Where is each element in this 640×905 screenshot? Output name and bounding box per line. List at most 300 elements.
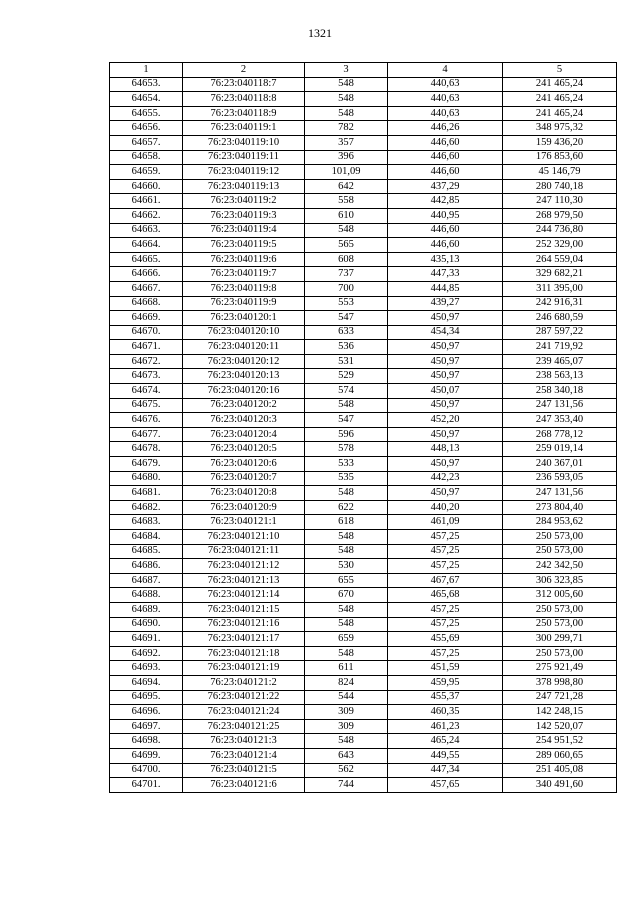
area-cell: 548: [305, 223, 388, 238]
value-cell: 378 998,80: [503, 675, 617, 690]
table-row: [110, 748, 617, 763]
row-number-cell: 64697.: [110, 719, 183, 734]
area-cell: 309: [305, 705, 388, 720]
row-number-cell: 64693.: [110, 661, 183, 676]
cadastral-number-cell: 76:23:040120:5: [183, 442, 305, 457]
value-cell: 306 323,85: [503, 573, 617, 588]
row-number-cell: 64662.: [110, 208, 183, 223]
value-cell: 238 563,13: [503, 369, 617, 384]
row-number-cell: 64678.: [110, 442, 183, 457]
table-row: [110, 179, 617, 194]
row-number-cell: 64685.: [110, 544, 183, 559]
cadastral-number-cell: 76:23:040120:4: [183, 427, 305, 442]
rate-cell: 452,20: [388, 413, 503, 428]
data-table: [109, 62, 617, 793]
table-row: [110, 281, 617, 296]
cadastral-number-cell: 76:23:040121:14: [183, 588, 305, 603]
table-row: [110, 106, 617, 121]
row-number-cell: 64672.: [110, 354, 183, 369]
area-cell: 633: [305, 325, 388, 340]
row-number-cell: 64659.: [110, 165, 183, 180]
value-cell: 348 975,32: [503, 121, 617, 136]
rate-cell: 450,97: [388, 457, 503, 472]
cadastral-number-cell: 76:23:040119:8: [183, 281, 305, 296]
rate-cell: 461,23: [388, 719, 503, 734]
cadastral-number-cell: 76:23:040119:5: [183, 238, 305, 253]
area-cell: 643: [305, 748, 388, 763]
area-cell: 548: [305, 646, 388, 661]
table-row: [110, 369, 617, 384]
cadastral-number-cell: 76:23:040121:4: [183, 748, 305, 763]
area-cell: 548: [305, 617, 388, 632]
row-number-cell: 64695.: [110, 690, 183, 705]
rate-cell: 459,95: [388, 675, 503, 690]
cadastral-number-cell: 76:23:040120:10: [183, 325, 305, 340]
value-cell: 252 329,00: [503, 238, 617, 253]
row-number-cell: 64686.: [110, 559, 183, 574]
area-cell: 553: [305, 296, 388, 311]
value-cell: 241 719,92: [503, 340, 617, 355]
rate-cell: 457,25: [388, 602, 503, 617]
area-cell: 596: [305, 427, 388, 442]
area-cell: 565: [305, 238, 388, 253]
table-row: [110, 311, 617, 326]
table-row: [110, 661, 617, 676]
table-row: [110, 515, 617, 530]
column-header-3: 3: [305, 63, 388, 78]
rate-cell: 448,13: [388, 442, 503, 457]
area-cell: 530: [305, 559, 388, 574]
area-cell: 531: [305, 354, 388, 369]
value-cell: 250 573,00: [503, 544, 617, 559]
row-number-cell: 64657.: [110, 135, 183, 150]
area-cell: 357: [305, 135, 388, 150]
rate-cell: 446,60: [388, 150, 503, 165]
rate-cell: 440,20: [388, 500, 503, 515]
row-number-cell: 64682.: [110, 500, 183, 515]
value-cell: 239 465,07: [503, 354, 617, 369]
cadastral-number-cell: 76:23:040121:10: [183, 530, 305, 545]
table-row: [110, 544, 617, 559]
table-header: [110, 63, 617, 78]
area-cell: 610: [305, 208, 388, 223]
row-number-cell: 64661.: [110, 194, 183, 209]
table-row: [110, 442, 617, 457]
row-number-cell: 64687.: [110, 573, 183, 588]
cadastral-number-cell: 76:23:040120:3: [183, 413, 305, 428]
row-number-cell: 64653.: [110, 77, 183, 92]
cadastral-number-cell: 76:23:040120:12: [183, 354, 305, 369]
cadastral-number-cell: 76:23:040120:13: [183, 369, 305, 384]
area-cell: 547: [305, 311, 388, 326]
row-number-cell: 64698.: [110, 734, 183, 749]
cadastral-number-cell: 76:23:040119:9: [183, 296, 305, 311]
cadastral-number-cell: 76:23:040118:7: [183, 77, 305, 92]
area-cell: 548: [305, 602, 388, 617]
table-row: [110, 354, 617, 369]
cadastral-number-cell: 76:23:040121:13: [183, 573, 305, 588]
value-cell: 329 682,21: [503, 267, 617, 282]
area-cell: 824: [305, 675, 388, 690]
row-number-cell: 64674.: [110, 384, 183, 399]
value-cell: 247 721,28: [503, 690, 617, 705]
cadastral-number-cell: 76:23:040121:15: [183, 602, 305, 617]
area-cell: 562: [305, 763, 388, 778]
table-row: [110, 632, 617, 647]
value-cell: 241 465,24: [503, 92, 617, 107]
table-row: [110, 150, 617, 165]
value-cell: 258 340,18: [503, 384, 617, 399]
value-cell: 268 778,12: [503, 427, 617, 442]
rate-cell: 446,60: [388, 135, 503, 150]
table-row: [110, 602, 617, 617]
value-cell: 259 019,14: [503, 442, 617, 457]
table-row: [110, 413, 617, 428]
row-number-cell: 64679.: [110, 457, 183, 472]
value-cell: 159 436,20: [503, 135, 617, 150]
value-cell: 300 299,71: [503, 632, 617, 647]
rate-cell: 457,25: [388, 646, 503, 661]
rate-cell: 446,60: [388, 165, 503, 180]
table-row: [110, 252, 617, 267]
area-cell: 558: [305, 194, 388, 209]
rate-cell: 444,85: [388, 281, 503, 296]
rate-cell: 446,60: [388, 238, 503, 253]
table-row: [110, 267, 617, 282]
value-cell: 242 342,50: [503, 559, 617, 574]
area-cell: 548: [305, 77, 388, 92]
table-row: [110, 559, 617, 574]
value-cell: 250 573,00: [503, 646, 617, 661]
row-number-cell: 64700.: [110, 763, 183, 778]
row-number-cell: 64668.: [110, 296, 183, 311]
area-cell: 309: [305, 719, 388, 734]
table-row: [110, 457, 617, 472]
rate-cell: 450,97: [388, 354, 503, 369]
rate-cell: 435,13: [388, 252, 503, 267]
cadastral-number-cell: 76:23:040121:1: [183, 515, 305, 530]
row-number-cell: 64701.: [110, 778, 183, 793]
row-number-cell: 64655.: [110, 106, 183, 121]
rate-cell: 442,85: [388, 194, 503, 209]
table-row: [110, 427, 617, 442]
row-number-cell: 64691.: [110, 632, 183, 647]
area-cell: 670: [305, 588, 388, 603]
area-cell: 700: [305, 281, 388, 296]
rate-cell: 450,07: [388, 384, 503, 399]
value-cell: 244 736,80: [503, 223, 617, 238]
row-number-cell: 64683.: [110, 515, 183, 530]
table-row: [110, 734, 617, 749]
value-cell: 250 573,00: [503, 602, 617, 617]
table-row: [110, 675, 617, 690]
row-number-cell: 64663.: [110, 223, 183, 238]
cadastral-number-cell: 76:23:040119:12: [183, 165, 305, 180]
table-row: [110, 530, 617, 545]
rate-cell: 457,25: [388, 544, 503, 559]
value-cell: 264 559,04: [503, 252, 617, 267]
value-cell: 287 597,22: [503, 325, 617, 340]
cadastral-number-cell: 76:23:040119:2: [183, 194, 305, 209]
value-cell: 251 405,08: [503, 763, 617, 778]
table-body: [110, 77, 617, 792]
rate-cell: 450,97: [388, 398, 503, 413]
value-cell: 45 146,79: [503, 165, 617, 180]
row-number-cell: 64689.: [110, 602, 183, 617]
rate-cell: 450,97: [388, 427, 503, 442]
rate-cell: 450,97: [388, 311, 503, 326]
cadastral-number-cell: 76:23:040120:7: [183, 471, 305, 486]
row-number-cell: 64684.: [110, 530, 183, 545]
cadastral-number-cell: 76:23:040119:1: [183, 121, 305, 136]
table-row: [110, 778, 617, 793]
page-number: 1321: [308, 26, 332, 40]
area-cell: 529: [305, 369, 388, 384]
row-number-cell: 64676.: [110, 413, 183, 428]
table-row: [110, 135, 617, 150]
rate-cell: 457,25: [388, 617, 503, 632]
area-cell: 744: [305, 778, 388, 793]
table-row: [110, 325, 617, 340]
area-cell: 548: [305, 486, 388, 501]
area-cell: 536: [305, 340, 388, 355]
table-row: [110, 486, 617, 501]
rate-cell: 467,67: [388, 573, 503, 588]
rate-cell: 460,35: [388, 705, 503, 720]
table-row: [110, 763, 617, 778]
value-cell: 242 916,31: [503, 296, 617, 311]
area-cell: 101,09: [305, 165, 388, 180]
row-number-cell: 64688.: [110, 588, 183, 603]
table-row: [110, 238, 617, 253]
value-cell: 236 593,05: [503, 471, 617, 486]
cadastral-number-cell: 76:23:040120:6: [183, 457, 305, 472]
cadastral-number-cell: 76:23:040120:11: [183, 340, 305, 355]
rate-cell: 446,60: [388, 223, 503, 238]
rate-cell: 439,27: [388, 296, 503, 311]
rate-cell: 465,68: [388, 588, 503, 603]
table-row: [110, 500, 617, 515]
table-row: [110, 223, 617, 238]
value-cell: 312 005,60: [503, 588, 617, 603]
value-cell: 240 367,01: [503, 457, 617, 472]
cadastral-number-cell: 76:23:040121:24: [183, 705, 305, 720]
area-cell: 782: [305, 121, 388, 136]
column-header-4: 4: [388, 63, 503, 78]
row-number-cell: 64692.: [110, 646, 183, 661]
table-row: [110, 165, 617, 180]
row-number-cell: 64696.: [110, 705, 183, 720]
cadastral-number-cell: 76:23:040121:25: [183, 719, 305, 734]
area-cell: 548: [305, 92, 388, 107]
value-cell: 247 110,30: [503, 194, 617, 209]
cadastral-number-cell: 76:23:040121:6: [183, 778, 305, 793]
cadastral-number-cell: 76:23:040119:11: [183, 150, 305, 165]
table-row: [110, 92, 617, 107]
table-row: [110, 398, 617, 413]
area-cell: 544: [305, 690, 388, 705]
cadastral-number-cell: 76:23:040120:9: [183, 500, 305, 515]
cadastral-number-cell: 76:23:040118:8: [183, 92, 305, 107]
table-row: [110, 646, 617, 661]
value-cell: 250 573,00: [503, 530, 617, 545]
cadastral-number-cell: 76:23:040121:11: [183, 544, 305, 559]
value-cell: 289 060,65: [503, 748, 617, 763]
area-cell: 574: [305, 384, 388, 399]
table-row: [110, 121, 617, 136]
rate-cell: 457,25: [388, 530, 503, 545]
rate-cell: 450,97: [388, 340, 503, 355]
rate-cell: 457,65: [388, 778, 503, 793]
table-row: [110, 471, 617, 486]
table-row: [110, 194, 617, 209]
rate-cell: 437,29: [388, 179, 503, 194]
table-row: [110, 296, 617, 311]
value-cell: 254 951,52: [503, 734, 617, 749]
row-number-cell: 64666.: [110, 267, 183, 282]
rate-cell: 449,55: [388, 748, 503, 763]
table-row: [110, 573, 617, 588]
cadastral-number-cell: 76:23:040120:16: [183, 384, 305, 399]
row-number-cell: 64690.: [110, 617, 183, 632]
value-cell: 246 680,59: [503, 311, 617, 326]
cadastral-number-cell: 76:23:040120:1: [183, 311, 305, 326]
rate-cell: 455,69: [388, 632, 503, 647]
rate-cell: 440,63: [388, 77, 503, 92]
area-cell: 642: [305, 179, 388, 194]
column-header-5: 5: [503, 63, 617, 78]
value-cell: 142 520,07: [503, 719, 617, 734]
rate-cell: 442,23: [388, 471, 503, 486]
area-cell: 547: [305, 413, 388, 428]
row-number-cell: 64656.: [110, 121, 183, 136]
area-cell: 396: [305, 150, 388, 165]
row-number-cell: 64658.: [110, 150, 183, 165]
value-cell: 241 465,24: [503, 106, 617, 121]
value-cell: 275 921,49: [503, 661, 617, 676]
cadastral-number-cell: 76:23:040121:5: [183, 763, 305, 778]
rate-cell: 465,24: [388, 734, 503, 749]
rate-cell: 457,25: [388, 559, 503, 574]
row-number-cell: 64675.: [110, 398, 183, 413]
cadastral-number-cell: 76:23:040120:8: [183, 486, 305, 501]
value-cell: 247 131,56: [503, 398, 617, 413]
rate-cell: 450,97: [388, 369, 503, 384]
cadastral-number-cell: 76:23:040121:12: [183, 559, 305, 574]
cadastral-number-cell: 76:23:040119:13: [183, 179, 305, 194]
value-cell: 176 853,60: [503, 150, 617, 165]
cadastral-number-cell: 76:23:040121:22: [183, 690, 305, 705]
cadastral-number-cell: 76:23:040119:7: [183, 267, 305, 282]
area-cell: 548: [305, 530, 388, 545]
row-number-cell: 64680.: [110, 471, 183, 486]
rate-cell: 461,09: [388, 515, 503, 530]
row-number-cell: 64670.: [110, 325, 183, 340]
row-number-cell: 64667.: [110, 281, 183, 296]
value-cell: 247 131,56: [503, 486, 617, 501]
header-row: [110, 63, 617, 78]
row-number-cell: 64665.: [110, 252, 183, 267]
area-cell: 737: [305, 267, 388, 282]
cadastral-number-cell: 76:23:040121:19: [183, 661, 305, 676]
area-cell: 659: [305, 632, 388, 647]
table-row: [110, 588, 617, 603]
cadastral-number-cell: 76:23:040119:10: [183, 135, 305, 150]
area-cell: 548: [305, 734, 388, 749]
value-cell: 311 395,00: [503, 281, 617, 296]
area-cell: 655: [305, 573, 388, 588]
area-cell: 611: [305, 661, 388, 676]
row-number-cell: 64677.: [110, 427, 183, 442]
row-number-cell: 64654.: [110, 92, 183, 107]
area-cell: 608: [305, 252, 388, 267]
cadastral-number-cell: 76:23:040121:18: [183, 646, 305, 661]
value-cell: 280 740,18: [503, 179, 617, 194]
area-cell: 548: [305, 398, 388, 413]
rate-cell: 450,97: [388, 486, 503, 501]
cadastral-number-cell: 76:23:040121:3: [183, 734, 305, 749]
row-number-cell: 64681.: [110, 486, 183, 501]
table-row: [110, 208, 617, 223]
row-number-cell: 64660.: [110, 179, 183, 194]
rate-cell: 446,26: [388, 121, 503, 136]
value-cell: 250 573,00: [503, 617, 617, 632]
column-header-2: 2: [183, 63, 305, 78]
cadastral-number-cell: 76:23:040119:3: [183, 208, 305, 223]
table-row: [110, 340, 617, 355]
rate-cell: 440,63: [388, 92, 503, 107]
area-cell: 548: [305, 544, 388, 559]
table-row: [110, 705, 617, 720]
rate-cell: 440,63: [388, 106, 503, 121]
rate-cell: 454,34: [388, 325, 503, 340]
table-row: [110, 617, 617, 632]
table-row: [110, 77, 617, 92]
area-cell: 618: [305, 515, 388, 530]
rate-cell: 447,33: [388, 267, 503, 282]
cadastral-number-cell: 76:23:040118:9: [183, 106, 305, 121]
area-cell: 578: [305, 442, 388, 457]
value-cell: 142 248,15: [503, 705, 617, 720]
row-number-cell: 64664.: [110, 238, 183, 253]
row-number-cell: 64699.: [110, 748, 183, 763]
row-number-cell: 64671.: [110, 340, 183, 355]
value-cell: 273 804,40: [503, 500, 617, 515]
value-cell: 284 953,62: [503, 515, 617, 530]
value-cell: 268 979,50: [503, 208, 617, 223]
table-row: [110, 384, 617, 399]
rate-cell: 451,59: [388, 661, 503, 676]
rate-cell: 455,37: [388, 690, 503, 705]
rate-cell: 440,95: [388, 208, 503, 223]
area-cell: 533: [305, 457, 388, 472]
row-number-cell: 64673.: [110, 369, 183, 384]
column-header-1: 1: [110, 63, 183, 78]
table-row: [110, 719, 617, 734]
cadastral-number-cell: 76:23:040121:16: [183, 617, 305, 632]
area-cell: 548: [305, 106, 388, 121]
cadastral-number-cell: 76:23:040121:2: [183, 675, 305, 690]
row-number-cell: 64694.: [110, 675, 183, 690]
value-cell: 241 465,24: [503, 77, 617, 92]
value-cell: 340 491,60: [503, 778, 617, 793]
row-number-cell: 64669.: [110, 311, 183, 326]
value-cell: 247 353,40: [503, 413, 617, 428]
cadastral-number-cell: 76:23:040119:4: [183, 223, 305, 238]
area-cell: 535: [305, 471, 388, 486]
table-row: [110, 690, 617, 705]
cadastral-number-cell: 76:23:040121:17: [183, 632, 305, 647]
